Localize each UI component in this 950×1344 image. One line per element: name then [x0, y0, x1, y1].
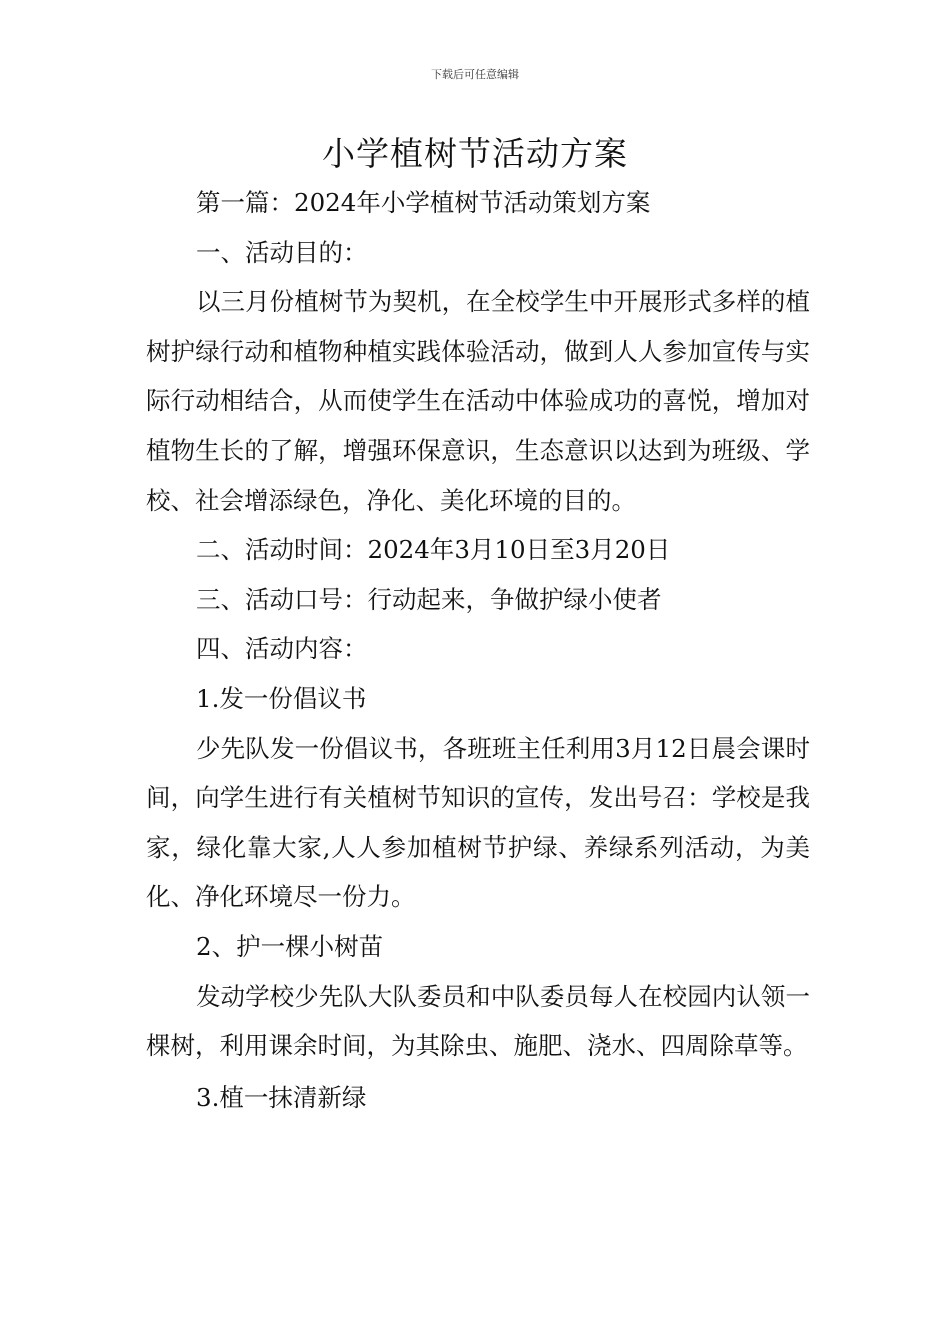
section-heading: 二、活动时间：2024年3月10日至3月20日 — [196, 535, 671, 565]
subsection-heading: 3.植一抹清新绿 — [196, 1082, 367, 1112]
section-heading: 四、活动内容： — [196, 634, 368, 664]
document-title: 小学植树节活动方案 — [322, 134, 628, 173]
paragraph: 少先队发一份倡议书，各班班主任利用3月12日晨会课时间，向学生进行有关植树节知识的宣传，发出号召：学校是我家，绿化靠大家,人人参加植树节护绿、养绿系列活动，为美化、净化环境尽一份力。 — [146, 733, 810, 912]
section-heading: 三、活动口号：行动起来，争做护绿小使者 — [196, 584, 662, 614]
header-note: 下载后可任意编辑 — [431, 68, 519, 81]
section-heading: 第一篇：2024年小学植树节活动策划方案 — [196, 188, 651, 217]
paragraph: 发动学校少先队大队委员和中队委员每人在校园内认领一棵树，利用课余时间，为其除虫、施肥、浇水、四周除草等。 — [146, 981, 810, 1061]
section-heading: 一、活动目的： — [196, 237, 368, 267]
subsection-heading: 1.发一份倡议书 — [196, 683, 367, 713]
paragraph: 以三月份植树节为契机，在全校学生中开展形式多样的植树护绿行动和植物种植实践体验活动，做到人人参加宣传与实际行动相结合，从而使学生在活动中体验成功的喜悦，增加对植物生长的了解，增强环保意识，生态意识以达到为班级、学校、社会增添绿色，净化、美化环境的目的。 — [146, 287, 810, 515]
subsection-heading: 2、护一棵小树苗 — [196, 931, 384, 961]
document-body — [146, 178, 810, 1122]
